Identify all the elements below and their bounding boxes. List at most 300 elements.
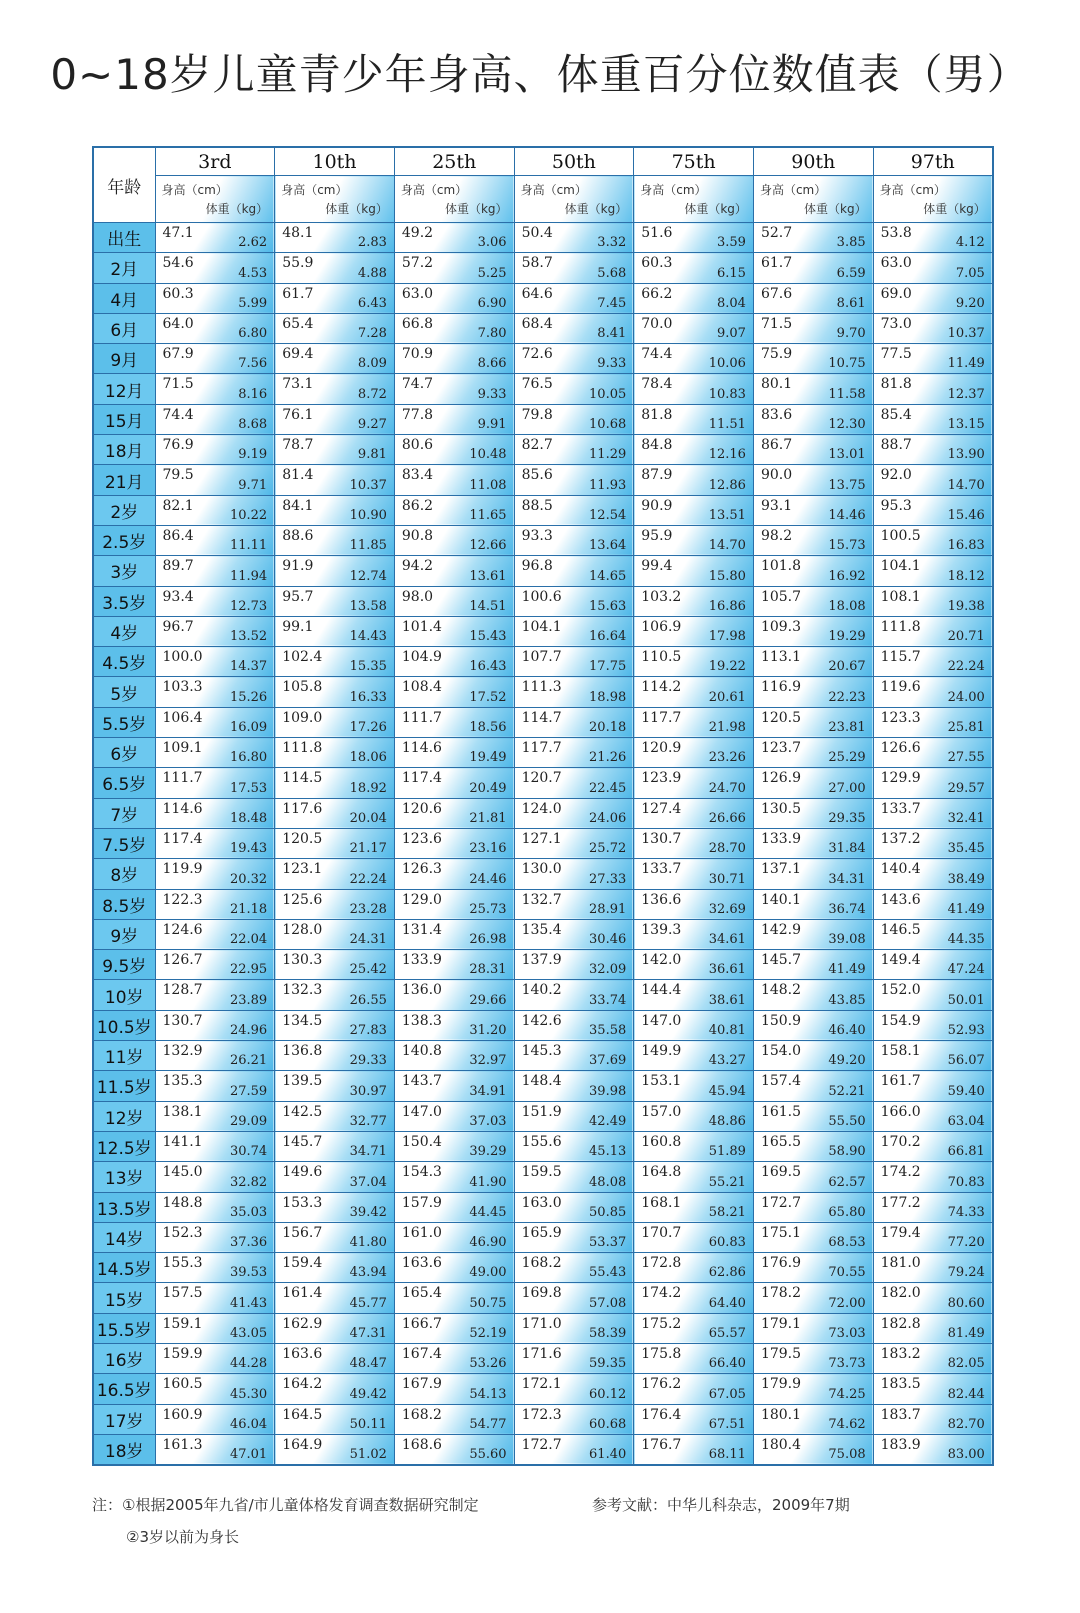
value-cell [873,707,993,737]
value-cell [514,889,634,919]
weight-value: 60.12 [589,1386,627,1402]
value-cell [514,253,634,283]
table-row [93,677,993,707]
value-cell [275,950,395,980]
height-value: 83.4 [401,467,434,484]
weight-value: 27.83 [349,1023,387,1039]
height-value: 109.0 [282,709,323,726]
value-cell [275,435,395,465]
weight-value: 55.43 [589,1265,627,1281]
height-value: 132.7 [521,891,562,908]
height-value: 105.8 [282,679,323,696]
age-cell: 7.5岁 [93,828,155,858]
height-value: 170.2 [880,1133,921,1150]
weight-value: 11.08 [469,477,507,493]
value-cell [394,1434,514,1465]
value-cell [275,556,395,586]
weight-value: 13.01 [828,447,866,463]
weight-value: 8.72 [357,386,387,402]
height-value: 159.1 [162,1315,203,1332]
height-value: 129.9 [880,770,921,787]
height-value: 159.4 [282,1255,323,1272]
weight-value: 58.90 [828,1144,866,1160]
age-cell: 8.5岁 [93,889,155,919]
value-cell [873,1010,993,1040]
weight-value: 67.05 [708,1386,746,1402]
weight-value: 13.75 [828,477,866,493]
height-value: 149.9 [641,1043,682,1060]
height-unit-label: 身高（cm） [161,183,228,197]
weight-value: 43.94 [349,1265,387,1281]
value-cell [753,980,873,1010]
weight-value: 24.46 [469,871,507,887]
value-cell [634,950,754,980]
height-value: 160.9 [162,1406,203,1423]
value-cell [155,1343,275,1373]
value-cell [753,798,873,828]
value-cell [394,313,514,343]
weight-value: 9.20 [955,295,985,311]
weight-value: 32.97 [469,1053,507,1069]
value-cell [155,738,275,768]
height-value: 70.0 [641,315,673,332]
height-value: 88.7 [880,437,912,454]
weight-value: 14.43 [349,629,387,645]
weight-value: 50.85 [589,1204,627,1220]
weight-value: 19.49 [469,750,507,766]
value-cell [873,950,993,980]
value-cell [155,1313,275,1343]
height-value: 66.2 [641,285,673,302]
value-cell [753,950,873,980]
value-cell [394,525,514,555]
table-row [93,495,993,525]
weight-value: 43.85 [828,992,866,1008]
value-cell [394,465,514,495]
height-value: 104.1 [880,558,921,575]
weight-value: 11.58 [828,386,866,402]
percentile-header-row [93,147,993,176]
age-cell: 10岁 [93,980,155,1010]
weight-value: 11.94 [229,568,268,584]
height-value: 123.3 [880,709,921,726]
weight-value: 23.16 [469,841,507,857]
value-cell [873,556,993,586]
value-cell [275,1041,395,1071]
height-value: 135.4 [521,921,562,938]
weight-value: 73.73 [828,1356,866,1372]
weight-value: 47.31 [349,1325,387,1341]
height-value: 106.9 [641,618,682,635]
value-cell [634,1071,754,1101]
weight-value: 20.67 [828,659,866,675]
value-cell [155,1010,275,1040]
height-value: 104.9 [401,649,442,666]
weight-value: 11.85 [349,538,387,554]
value-cell [275,980,395,1010]
value-cell [873,1283,993,1313]
height-value: 168.2 [521,1255,562,1272]
table-row [93,1162,993,1192]
table-row [93,586,993,616]
weight-value: 10.37 [947,326,985,342]
height-value: 161.3 [162,1436,203,1453]
weight-value: 73.03 [828,1325,866,1341]
age-cell: 5岁 [93,677,155,707]
height-value: 142.0 [641,952,682,969]
unit-header-cell [634,176,754,223]
value-cell [155,374,275,404]
value-cell [753,344,873,374]
value-cell [873,586,993,616]
height-value: 130.7 [162,1012,203,1029]
age-cell: 12岁 [93,1101,155,1131]
height-value: 106.4 [162,709,203,726]
weight-value: 11.11 [229,538,268,554]
weight-value: 12.37 [947,386,985,402]
weight-value: 10.83 [708,386,746,402]
age-cell: 9岁 [93,919,155,949]
height-value: 130.5 [760,800,802,817]
weight-value: 5.68 [597,265,627,281]
height-value: 176.2 [641,1376,682,1393]
height-value: 132.3 [282,982,323,999]
height-value: 111.7 [401,709,442,726]
weight-value: 30.97 [349,1083,387,1099]
value-cell [514,1010,634,1040]
value-cell [275,586,395,616]
value-cell [873,253,993,283]
height-value: 117.6 [282,800,323,817]
weight-value: 60.68 [589,1416,627,1432]
height-value: 168.6 [401,1436,442,1453]
weight-value: 4.53 [238,265,268,281]
weight-value: 32.77 [349,1113,387,1129]
value-cell [753,1404,873,1434]
value-cell [155,798,275,828]
weight-value: 12.74 [349,568,387,584]
value-cell [753,1374,873,1404]
height-value: 108.4 [401,679,442,696]
weight-value: 70.83 [947,1174,985,1190]
value-cell [394,1041,514,1071]
table-row [93,950,993,980]
height-value: 109.3 [760,618,802,635]
height-value: 117.7 [641,709,682,726]
value-cell [275,1071,395,1101]
weight-value: 21.18 [229,901,268,917]
weight-value: 44.45 [469,1204,507,1220]
weight-value: 24.00 [947,689,985,705]
table-row [93,223,993,253]
height-value: 96.7 [162,618,194,635]
height-value: 120.9 [641,740,682,757]
age-cell: 11岁 [93,1041,155,1071]
height-value: 137.9 [521,952,562,969]
age-cell: 3岁 [93,556,155,586]
weight-value: 44.35 [947,932,985,948]
weight-value: 53.26 [469,1356,507,1372]
value-cell [275,1434,395,1465]
table-row [93,616,993,646]
value-cell [155,1041,275,1071]
height-value: 90.9 [641,497,673,514]
weight-value: 34.61 [708,932,746,948]
height-value: 93.4 [162,588,194,605]
height-value: 72.6 [521,346,553,363]
height-value: 73.1 [282,376,314,393]
weight-value: 52.21 [828,1083,866,1099]
weight-value: 9.70 [836,326,866,342]
weight-value: 53.37 [589,1235,627,1251]
weight-value: 31.20 [469,1023,507,1039]
height-value: 176.4 [641,1406,682,1423]
height-value: 119.6 [880,679,921,696]
value-cell [753,1283,873,1313]
value-cell [155,465,275,495]
value-cell [155,283,275,313]
height-value: 183.5 [880,1376,921,1393]
height-value: 147.0 [641,1012,682,1029]
weight-value: 45.77 [349,1295,387,1311]
table-row [93,313,993,343]
weight-value: 17.53 [229,780,268,796]
height-value: 161.0 [401,1224,442,1241]
weight-value: 25.73 [469,901,507,917]
weight-value: 18.12 [947,568,985,584]
weight-value: 10.48 [469,447,507,463]
value-cell [275,1374,395,1404]
value-cell [753,1222,873,1252]
value-cell [394,677,514,707]
height-value: 78.7 [282,437,314,454]
height-value: 128.7 [162,982,203,999]
value-cell [514,556,634,586]
value-cell [155,223,275,253]
weight-value: 49.42 [349,1386,387,1402]
value-cell [753,556,873,586]
weight-value: 9.27 [357,417,387,433]
height-value: 92.0 [880,467,912,484]
height-value: 71.5 [162,376,194,393]
weight-value: 12.30 [828,417,866,433]
weight-value: 13.58 [349,598,387,614]
weight-value: 16.80 [229,750,268,766]
height-value: 127.1 [521,830,562,847]
height-value: 103.3 [162,679,203,696]
height-value: 154.0 [760,1043,802,1060]
height-value: 85.6 [521,467,553,484]
weight-value: 66.81 [947,1144,985,1160]
age-cell: 14.5岁 [93,1253,155,1283]
value-cell [634,1131,754,1161]
value-cell [155,525,275,555]
value-cell [394,1343,514,1373]
weight-value: 55.60 [469,1447,507,1463]
weight-value: 5.99 [238,295,268,311]
value-cell [514,1404,634,1434]
value-cell [394,828,514,858]
height-value: 69.4 [282,346,314,363]
weight-value: 52.93 [947,1023,985,1039]
weight-value: 32.09 [589,962,627,978]
height-value: 58.7 [521,255,553,272]
height-value: 65.4 [282,315,314,332]
height-value: 183.7 [880,1406,921,1423]
height-value: 170.7 [641,1224,682,1241]
age-cell: 15月 [93,404,155,434]
height-value: 81.8 [880,376,912,393]
age-cell: 15.5岁 [93,1313,155,1343]
height-value: 179.9 [760,1376,802,1393]
value-cell [155,1222,275,1252]
weight-value: 70.55 [828,1265,866,1281]
weight-value: 17.75 [589,659,627,675]
value-cell [275,1253,395,1283]
table-row [93,1434,993,1465]
value-cell [634,465,754,495]
height-value: 114.2 [641,679,682,696]
weight-value: 46.40 [828,1023,866,1039]
weight-value: 26.55 [349,992,387,1008]
height-value: 93.1 [760,497,793,514]
percentile-header: 97th [873,147,993,176]
weight-value: 15.73 [828,538,866,554]
height-value: 88.5 [521,497,553,514]
weight-value: 74.25 [828,1386,866,1402]
value-cell [514,798,634,828]
height-value: 167.4 [401,1345,442,1362]
value-cell [394,1313,514,1343]
height-value: 146.5 [880,921,921,938]
height-value: 55.9 [282,255,314,272]
value-cell [753,677,873,707]
value-cell [873,980,993,1010]
table-row [93,1131,993,1161]
weight-value: 21.81 [469,810,507,826]
weight-value: 30.74 [229,1144,268,1160]
value-cell [634,525,754,555]
weight-value: 43.27 [708,1053,746,1069]
weight-value: 7.80 [477,326,507,342]
height-value: 100.0 [162,649,203,666]
table-row [93,1253,993,1283]
weight-value: 60.83 [708,1235,746,1251]
height-value: 77.5 [880,346,912,363]
value-cell [753,1101,873,1131]
height-value: 150.9 [760,1012,802,1029]
height-value: 147.0 [401,1103,442,1120]
value-cell [514,1434,634,1465]
height-value: 115.7 [880,649,921,666]
value-cell [155,950,275,980]
height-value: 116.9 [760,679,802,696]
value-cell [394,1010,514,1040]
value-cell [514,919,634,949]
age-cell: 11.5岁 [93,1071,155,1101]
value-cell [634,374,754,404]
weight-value: 59.40 [947,1083,985,1099]
height-value: 153.1 [641,1073,682,1090]
height-value: 87.9 [641,467,673,484]
weight-value: 44.28 [229,1356,268,1372]
weight-value: 24.70 [708,780,746,796]
height-unit-label: 身高（cm） [520,183,587,197]
height-value: 100.5 [880,527,921,544]
height-value: 156.7 [282,1224,323,1241]
weight-value: 8.41 [597,326,627,342]
height-value: 137.2 [880,830,921,847]
height-value: 108.1 [880,588,921,605]
weight-value: 75.08 [828,1447,866,1463]
value-cell [873,889,993,919]
height-value: 142.6 [521,1012,562,1029]
height-value: 163.0 [521,1194,562,1211]
value-cell [634,586,754,616]
height-value: 67.6 [760,285,793,302]
height-value: 168.1 [641,1194,682,1211]
height-value: 178.2 [760,1285,802,1302]
height-value: 174.2 [641,1285,682,1302]
value-cell [155,404,275,434]
value-cell [873,1131,993,1161]
weight-value: 37.03 [469,1113,507,1129]
height-value: 164.9 [282,1436,323,1453]
height-value: 47.1 [162,225,194,241]
weight-value: 16.83 [947,538,985,554]
value-cell [275,495,395,525]
value-cell [275,313,395,343]
weight-value: 42.49 [589,1113,627,1129]
value-cell [394,1404,514,1434]
weight-value: 18.06 [349,750,387,766]
height-value: 73.0 [880,315,912,332]
weight-value: 9.07 [716,326,746,342]
weight-value: 74.33 [947,1204,985,1220]
height-value: 138.3 [401,1012,442,1029]
height-unit-label: 身高（cm） [400,183,468,197]
table-row [93,283,993,313]
weight-value: 32.41 [947,810,985,826]
weight-value: 47.24 [947,962,985,978]
height-value: 81.8 [641,406,673,423]
weight-value: 58.39 [589,1325,627,1341]
value-cell [873,1071,993,1101]
value-cell [275,223,395,253]
height-value: 164.2 [282,1376,323,1393]
weight-value: 25.29 [828,750,866,766]
weight-value: 17.26 [349,720,387,736]
value-cell [634,707,754,737]
weight-value: 58.21 [708,1204,746,1220]
value-cell [275,465,395,495]
weight-value: 14.51 [469,598,507,614]
table-row [93,1374,993,1404]
height-value: 68.4 [521,315,553,332]
weight-value: 46.90 [469,1235,507,1251]
height-value: 104.1 [521,618,562,635]
weight-value: 22.24 [349,871,387,887]
weight-value: 51.02 [349,1447,387,1463]
height-value: 114.7 [521,709,562,726]
height-value: 142.5 [282,1103,323,1120]
height-value: 61.7 [760,255,793,272]
height-value: 157.0 [641,1103,682,1120]
height-value: 100.6 [521,588,562,605]
height-value: 176.7 [641,1436,682,1453]
value-cell [873,283,993,313]
weight-value: 47.01 [229,1447,268,1463]
